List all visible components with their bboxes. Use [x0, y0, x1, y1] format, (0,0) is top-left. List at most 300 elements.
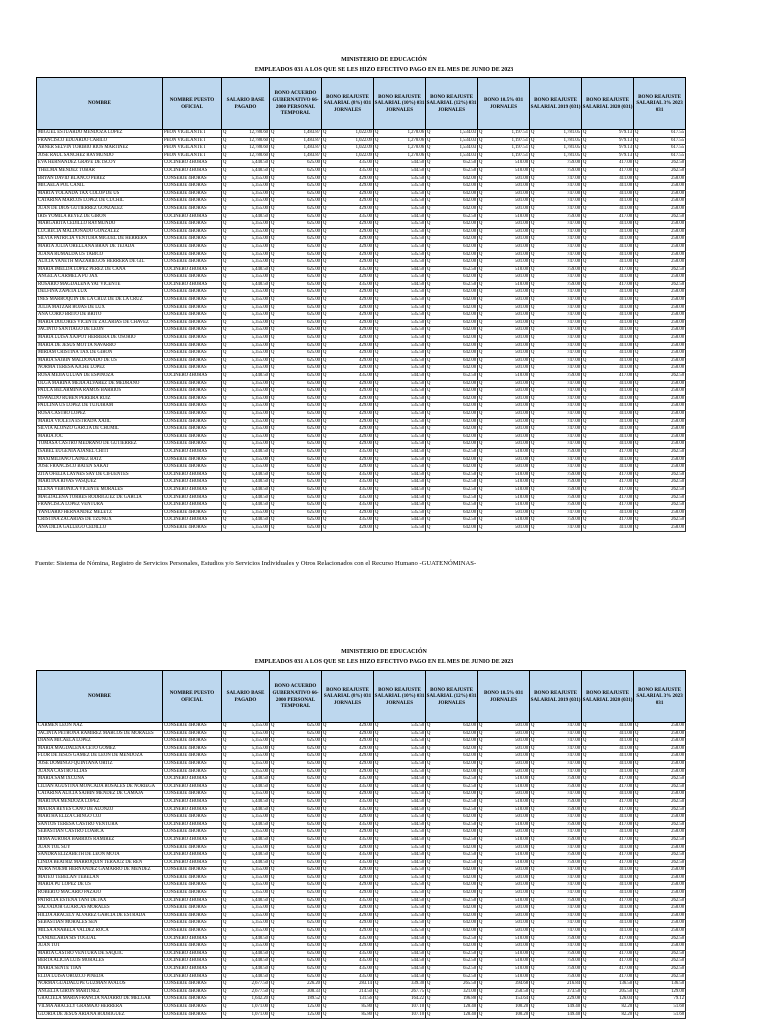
employee-name-cell: MARIA SAM IXCUNA — [37, 776, 163, 784]
amount-cell: 429.00 — [330, 228, 374, 236]
currency-symbol: Q — [222, 448, 230, 456]
currency-symbol: Q — [374, 441, 382, 449]
currency-symbol: Q — [530, 821, 538, 829]
amount-cell: 417.00 — [590, 806, 634, 814]
currency-symbol: Q — [582, 395, 590, 403]
currency-symbol: Q — [426, 441, 434, 449]
amount-cell: 747.00 — [538, 312, 582, 320]
currency-symbol: Q — [530, 1011, 538, 1019]
currency-symbol: Q — [270, 958, 278, 966]
currency-symbol: Q — [222, 410, 230, 418]
position-cell: CONSERJE 4HORAS — [163, 1003, 222, 1011]
currency-symbol: Q — [478, 312, 486, 320]
currency-symbol: Q — [478, 1011, 486, 1019]
position-cell: COCINERO 4HORAS — [163, 897, 222, 905]
amount-cell: 5,355.00 — [230, 297, 270, 305]
currency-symbol: Q — [374, 342, 382, 350]
amount-cell: 759.00 — [538, 950, 582, 958]
currency-symbol: Q — [530, 190, 538, 198]
amount-cell: 501.00 — [486, 221, 530, 229]
amount-cell: 411.00 — [590, 403, 634, 411]
amount-cell: 429.00 — [330, 350, 374, 358]
employee-name-cell: ROBERTO MACARIO PAZAJO — [37, 890, 163, 898]
position-cell: CONSERJE 4HORAS — [163, 304, 222, 312]
currency-symbol: Q — [322, 988, 330, 996]
amount-cell: 625.00 — [278, 464, 322, 472]
currency-symbol: Q — [478, 380, 486, 388]
amount-cell: 510.00 — [486, 973, 530, 981]
currency-symbol: Q — [322, 335, 330, 343]
amount-cell: 625.00 — [278, 509, 322, 517]
currency-symbol: Q — [374, 760, 382, 768]
employee-name-cell: JUAN TOL SUY — [37, 844, 163, 852]
amount-cell: 642.00 — [434, 730, 478, 738]
amount-cell: 535.50 — [382, 380, 426, 388]
amount-cell: 652.50 — [434, 806, 478, 814]
currency-symbol: Q — [478, 251, 486, 259]
amount-cell: 435.00 — [330, 160, 374, 168]
currency-symbol: Q — [222, 517, 230, 525]
amount-cell: 411.00 — [590, 844, 634, 852]
currency-symbol: Q — [270, 479, 278, 487]
position-cell: CONSERJE 4HORAS — [163, 395, 222, 403]
position-cell: CONSERJE 4HORAS — [163, 1011, 222, 1019]
currency-symbol: Q — [322, 912, 330, 920]
amount-cell: 429.00 — [330, 357, 374, 365]
amount-cell: 5,440.50 — [230, 776, 270, 784]
currency-symbol: Q — [270, 236, 278, 244]
amount-cell: 535.50 — [382, 319, 426, 327]
currency-symbol: Q — [374, 426, 382, 434]
currency-symbol: Q — [222, 190, 230, 198]
currency-symbol: Q — [530, 266, 538, 274]
currency-symbol: Q — [374, 251, 382, 259]
table-row — [37, 274, 738, 282]
amount-cell: 747.00 — [538, 814, 582, 822]
amount-cell: 759.00 — [538, 776, 582, 784]
currency-symbol: Q — [582, 988, 590, 996]
amount-cell: 535.50 — [382, 274, 426, 282]
currency-symbol: Q — [582, 760, 590, 768]
amount-cell: 5,355.00 — [230, 274, 270, 282]
currency-symbol: Q — [270, 966, 278, 974]
position-cell: CONSERJE 4HORAS — [163, 190, 222, 198]
amount-cell: 747.00 — [538, 723, 582, 731]
currency-symbol: Q — [374, 167, 382, 175]
amount-cell: 1,534.03 — [434, 137, 478, 145]
amount-cell: 5,355.00 — [230, 319, 270, 327]
amount-cell: 747.00 — [538, 943, 582, 951]
currency-symbol: Q — [582, 509, 590, 517]
currency-symbol: Q — [270, 418, 278, 426]
amount-cell: 196.88 — [434, 996, 478, 1004]
currency-symbol: Q — [222, 312, 230, 320]
amount-cell: 417.00 — [590, 859, 634, 867]
employee-name-cell: BRYAN DAVID BLANCO PEREZ — [37, 175, 163, 183]
amount-cell: 535.50 — [382, 403, 426, 411]
amount-cell: 5,355.00 — [230, 509, 270, 517]
amount-cell: 258.00 — [642, 190, 686, 198]
amount-cell: 544.50 — [382, 448, 426, 456]
amount-cell: 642.00 — [434, 183, 478, 191]
currency-symbol: Q — [582, 935, 590, 943]
currency-symbol: Q — [426, 1011, 434, 1019]
amount-cell: 411.00 — [590, 920, 634, 928]
currency-symbol: Q — [426, 509, 434, 517]
currency-symbol: Q — [322, 395, 330, 403]
amount-cell: 5,355.00 — [230, 441, 270, 449]
employee-name-cell: GLORIA DE JESUS ARIANA RODRIGUEZ — [37, 1011, 163, 1019]
currency-symbol: Q — [374, 988, 382, 996]
currency-symbol: Q — [478, 357, 486, 365]
employee-name-cell: OSWALDO RUBÉN PEREIRA RUÍZ — [37, 395, 163, 403]
currency-symbol: Q — [222, 844, 230, 852]
amount-cell: 435.00 — [330, 821, 374, 829]
currency-symbol: Q — [322, 183, 330, 191]
currency-symbol: Q — [374, 319, 382, 327]
table-body — [37, 723, 738, 1019]
amount-cell: 429.00 — [330, 441, 374, 449]
table-row — [37, 167, 738, 175]
amount-cell: 747.00 — [538, 920, 582, 928]
currency-symbol: Q — [426, 365, 434, 373]
position-cell: CONSERJE 4HORAS — [163, 259, 222, 267]
employee-name-cell: YANUARIO HERNANDEZ MELETZ — [37, 509, 163, 517]
amount-cell: 258.00 — [642, 882, 686, 890]
currency-symbol: Q — [270, 243, 278, 251]
amount-cell: 429.00 — [330, 304, 374, 312]
currency-symbol: Q — [322, 920, 330, 928]
currency-symbol: Q — [634, 342, 642, 350]
amount-cell: 429.00 — [330, 198, 374, 206]
position-cell: CONSERJE 4HORAS — [163, 289, 222, 297]
currency-symbol: Q — [374, 745, 382, 753]
amount-cell: 5,355.00 — [230, 874, 270, 882]
amount-cell: 625.00 — [278, 456, 322, 464]
currency-symbol: Q — [426, 426, 434, 434]
amount-cell: 625.00 — [278, 943, 322, 951]
employee-name-cell: JACINTO SANTIAGO DE LEON — [37, 327, 163, 335]
currency-symbol: Q — [426, 890, 434, 898]
currency-symbol: Q — [634, 973, 642, 981]
amount-cell: 642.00 — [434, 259, 478, 267]
currency-symbol: Q — [530, 973, 538, 981]
position-cell: COCINERO 4HORAS — [163, 281, 222, 289]
currency-symbol: Q — [322, 829, 330, 837]
currency-symbol: Q — [478, 783, 486, 791]
amount-cell: 747.00 — [538, 342, 582, 350]
amount-cell: 759.00 — [538, 897, 582, 905]
position-cell: CONSERJE 4HORAS — [163, 829, 222, 837]
amount-cell: 625.00 — [278, 175, 322, 183]
amount-cell: 501.00 — [486, 791, 530, 799]
amount-cell: 12,780.60 — [230, 145, 270, 153]
amount-cell: 642.00 — [434, 814, 478, 822]
position-cell: PEÓN VIGILANTE I — [163, 137, 222, 145]
currency-symbol: Q — [270, 760, 278, 768]
amount-cell: 544.50 — [382, 950, 426, 958]
currency-symbol: Q — [634, 297, 642, 305]
amount-cell: 535.50 — [382, 426, 426, 434]
currency-symbol: Q — [530, 852, 538, 860]
column-header: BONO REAJUSTE SALARIAL 3% 2023 031 — [634, 78, 686, 130]
amount-cell: 411.00 — [590, 882, 634, 890]
position-cell: CONSERJE 4HORAS — [163, 768, 222, 776]
amount-cell: 258.00 — [642, 183, 686, 191]
amount-cell: 1,483.87 — [278, 145, 322, 153]
currency-symbol: Q — [222, 958, 230, 966]
currency-symbol: Q — [478, 175, 486, 183]
position-cell: CONSERJE 4HORAS — [163, 198, 222, 206]
currency-symbol: Q — [426, 479, 434, 487]
amount-cell: 226.20 — [278, 981, 322, 989]
currency-symbol: Q — [478, 190, 486, 198]
currency-symbol: Q — [322, 486, 330, 494]
table-row — [37, 373, 738, 381]
currency-symbol: Q — [270, 494, 278, 502]
amount-cell: 51.60 — [642, 1003, 686, 1011]
employee-name-cell: JUAN DE DIOS GUTIERREZ GONZALEZ — [37, 205, 163, 213]
position-cell: CONSERJE 4HORAS — [163, 996, 222, 1004]
table-row — [37, 448, 738, 456]
amount-cell: 625.00 — [278, 418, 322, 426]
amount-cell: 5,355.00 — [230, 228, 270, 236]
currency-symbol: Q — [582, 776, 590, 784]
amount-cell: 747.00 — [538, 874, 582, 882]
amount-cell: 501.00 — [486, 920, 530, 928]
currency-symbol: Q — [634, 418, 642, 426]
currency-symbol: Q — [582, 183, 590, 191]
currency-symbol: Q — [222, 814, 230, 822]
amount-cell: 652.50 — [434, 783, 478, 791]
table-row — [37, 760, 738, 768]
amount-cell: 759.00 — [538, 471, 582, 479]
amount-cell: 216.84 — [538, 981, 582, 989]
table-row — [37, 479, 738, 487]
amount-cell: 5,440.50 — [230, 494, 270, 502]
currency-symbol: Q — [530, 441, 538, 449]
amount-cell: 747.00 — [538, 259, 582, 267]
currency-symbol: Q — [530, 882, 538, 890]
currency-symbol: Q — [426, 753, 434, 761]
currency-symbol: Q — [478, 243, 486, 251]
currency-symbol: Q — [582, 213, 590, 221]
currency-symbol: Q — [270, 327, 278, 335]
column-header: NOMBRE — [37, 78, 163, 130]
amount-cell: 262.50 — [642, 471, 686, 479]
currency-symbol: Q — [322, 274, 330, 282]
currency-symbol: Q — [374, 433, 382, 441]
currency-symbol: Q — [634, 897, 642, 905]
employee-name-cell: AURA NOEMI HERNANDEZ GAMARRO DE MENDEZ — [37, 867, 163, 875]
currency-symbol: Q — [426, 912, 434, 920]
amount-cell: 759.00 — [538, 966, 582, 974]
currency-symbol: Q — [582, 928, 590, 936]
currency-symbol: Q — [530, 213, 538, 221]
currency-symbol: Q — [270, 373, 278, 381]
currency-symbol: Q — [634, 494, 642, 502]
currency-symbol: Q — [270, 867, 278, 875]
amount-cell: 429.00 — [330, 236, 374, 244]
amount-cell: 652.50 — [434, 958, 478, 966]
amount-cell: 652.50 — [434, 517, 478, 525]
amount-cell: 510.00 — [486, 160, 530, 168]
currency-symbol: Q — [322, 517, 330, 525]
employee-name-cell: CARMEN LEON NAZ — [37, 723, 163, 731]
amount-cell: 642.00 — [434, 464, 478, 472]
amount-cell: 642.00 — [434, 243, 478, 251]
amount-cell: 373.50 — [538, 988, 582, 996]
table-row — [37, 943, 738, 951]
amount-cell: 1,534.03 — [434, 130, 478, 138]
amount-cell: 510.00 — [486, 486, 530, 494]
currency-symbol: Q — [478, 502, 486, 510]
table-row — [37, 183, 738, 191]
amount-cell: 747.00 — [538, 791, 582, 799]
amount-cell: 642.00 — [434, 905, 478, 913]
amount-cell: 625.00 — [278, 281, 322, 289]
currency-symbol: Q — [634, 236, 642, 244]
amount-cell: 258.00 — [642, 395, 686, 403]
amount-cell: 535.50 — [382, 418, 426, 426]
column-header: BONO REAJUSTE SALARIAL 3% 2023 031 — [634, 671, 686, 723]
amount-cell: 411.00 — [590, 464, 634, 472]
amount-cell: 5,440.50 — [230, 806, 270, 814]
currency-symbol: Q — [530, 221, 538, 229]
table-row — [37, 228, 738, 236]
position-cell: CONSERJE 4HORAS — [163, 464, 222, 472]
amount-cell: 501.00 — [486, 365, 530, 373]
amount-cell: 544.50 — [382, 852, 426, 860]
currency-symbol: Q — [530, 342, 538, 350]
amount-cell: 544.50 — [382, 806, 426, 814]
currency-symbol: Q — [582, 867, 590, 875]
amount-cell: 535.50 — [382, 441, 426, 449]
currency-symbol: Q — [530, 319, 538, 327]
amount-cell: 625.00 — [278, 433, 322, 441]
currency-symbol: Q — [222, 236, 230, 244]
amount-cell: 429.00 — [330, 814, 374, 822]
position-cell: CONSERJE 4HORAS — [163, 183, 222, 191]
currency-symbol: Q — [222, 905, 230, 913]
currency-symbol: Q — [530, 814, 538, 822]
amount-cell: 510.00 — [486, 897, 530, 905]
amount-cell: 625.00 — [278, 791, 322, 799]
amount-cell: 747.00 — [538, 228, 582, 236]
amount-cell: 510.00 — [486, 373, 530, 381]
position-cell: COCINERO 4HORAS — [163, 160, 222, 168]
currency-symbol: Q — [478, 281, 486, 289]
currency-symbol: Q — [322, 723, 330, 731]
position-cell: COCINERO 4HORAS — [163, 373, 222, 381]
amount-cell: 262.50 — [642, 852, 686, 860]
amount-cell: 625.00 — [278, 950, 322, 958]
amount-cell: 1,071.00 — [230, 1003, 270, 1011]
currency-symbol: Q — [322, 221, 330, 229]
amount-cell: 5,355.00 — [230, 312, 270, 320]
amount-cell: 747.00 — [538, 365, 582, 373]
currency-symbol: Q — [426, 723, 434, 731]
currency-symbol: Q — [530, 418, 538, 426]
currency-symbol: Q — [374, 867, 382, 875]
currency-symbol: Q — [374, 175, 382, 183]
amount-cell: 501.00 — [486, 905, 530, 913]
amount-cell: 535.50 — [382, 342, 426, 350]
currency-symbol: Q — [270, 433, 278, 441]
currency-symbol: Q — [582, 145, 590, 153]
currency-symbol: Q — [478, 821, 486, 829]
position-cell: CONSERJE 4HORAS — [163, 920, 222, 928]
currency-symbol: Q — [426, 844, 434, 852]
currency-symbol: Q — [478, 935, 486, 943]
amount-cell: 535.50 — [382, 251, 426, 259]
amount-cell: 544.50 — [382, 494, 426, 502]
currency-symbol: Q — [582, 335, 590, 343]
currency-symbol: Q — [582, 852, 590, 860]
amount-cell: 214.50 — [330, 988, 374, 996]
currency-symbol: Q — [270, 190, 278, 198]
amount-cell: 153.64 — [486, 996, 530, 1004]
currency-symbol: Q — [270, 920, 278, 928]
amount-cell: 625.00 — [278, 190, 322, 198]
currency-symbol: Q — [270, 730, 278, 738]
amount-cell: 625.00 — [278, 198, 322, 206]
currency-symbol: Q — [374, 471, 382, 479]
amount-cell: 535.50 — [382, 524, 426, 532]
currency-symbol: Q — [270, 228, 278, 236]
position-cell: CONSERJE 4HORAS — [163, 874, 222, 882]
table-row — [37, 456, 738, 464]
amount-cell: 5,355.00 — [230, 183, 270, 191]
currency-symbol: Q — [374, 517, 382, 525]
position-cell: COCINERO 4HORAS — [163, 517, 222, 525]
amount-cell: 258.00 — [642, 867, 686, 875]
amount-cell: 625.00 — [278, 730, 322, 738]
amount-cell: 258.00 — [642, 365, 686, 373]
table-row — [37, 745, 738, 753]
currency-symbol: Q — [426, 471, 434, 479]
currency-symbol: Q — [530, 920, 538, 928]
currency-symbol: Q — [222, 167, 230, 175]
amount-cell: 535.50 — [382, 890, 426, 898]
amount-cell: 501.00 — [486, 350, 530, 358]
table-row — [37, 502, 738, 510]
amount-cell: 501.00 — [486, 388, 530, 396]
currency-symbol: Q — [222, 152, 230, 160]
amount-cell: 2,677.50 — [230, 981, 270, 989]
amount-cell: 642.00 — [434, 920, 478, 928]
currency-symbol: Q — [322, 380, 330, 388]
currency-symbol: Q — [222, 836, 230, 844]
amount-cell: 510.00 — [486, 776, 530, 784]
table-row — [37, 776, 738, 784]
currency-symbol: Q — [530, 471, 538, 479]
currency-symbol: Q — [322, 289, 330, 297]
amount-cell: 535.50 — [382, 205, 426, 213]
amount-cell: 642.00 — [434, 327, 478, 335]
amount-cell: 642.00 — [434, 304, 478, 312]
currency-symbol: Q — [634, 1011, 642, 1019]
amount-cell: 435.00 — [330, 798, 374, 806]
amount-cell: 411.00 — [590, 905, 634, 913]
currency-symbol: Q — [426, 205, 434, 213]
amount-cell: 258.00 — [642, 723, 686, 731]
position-cell: COCINERO 4HORAS — [163, 494, 222, 502]
currency-symbol: Q — [222, 373, 230, 381]
amount-cell: 435.00 — [330, 471, 374, 479]
amount-cell: 321.00 — [434, 988, 478, 996]
currency-symbol: Q — [530, 890, 538, 898]
